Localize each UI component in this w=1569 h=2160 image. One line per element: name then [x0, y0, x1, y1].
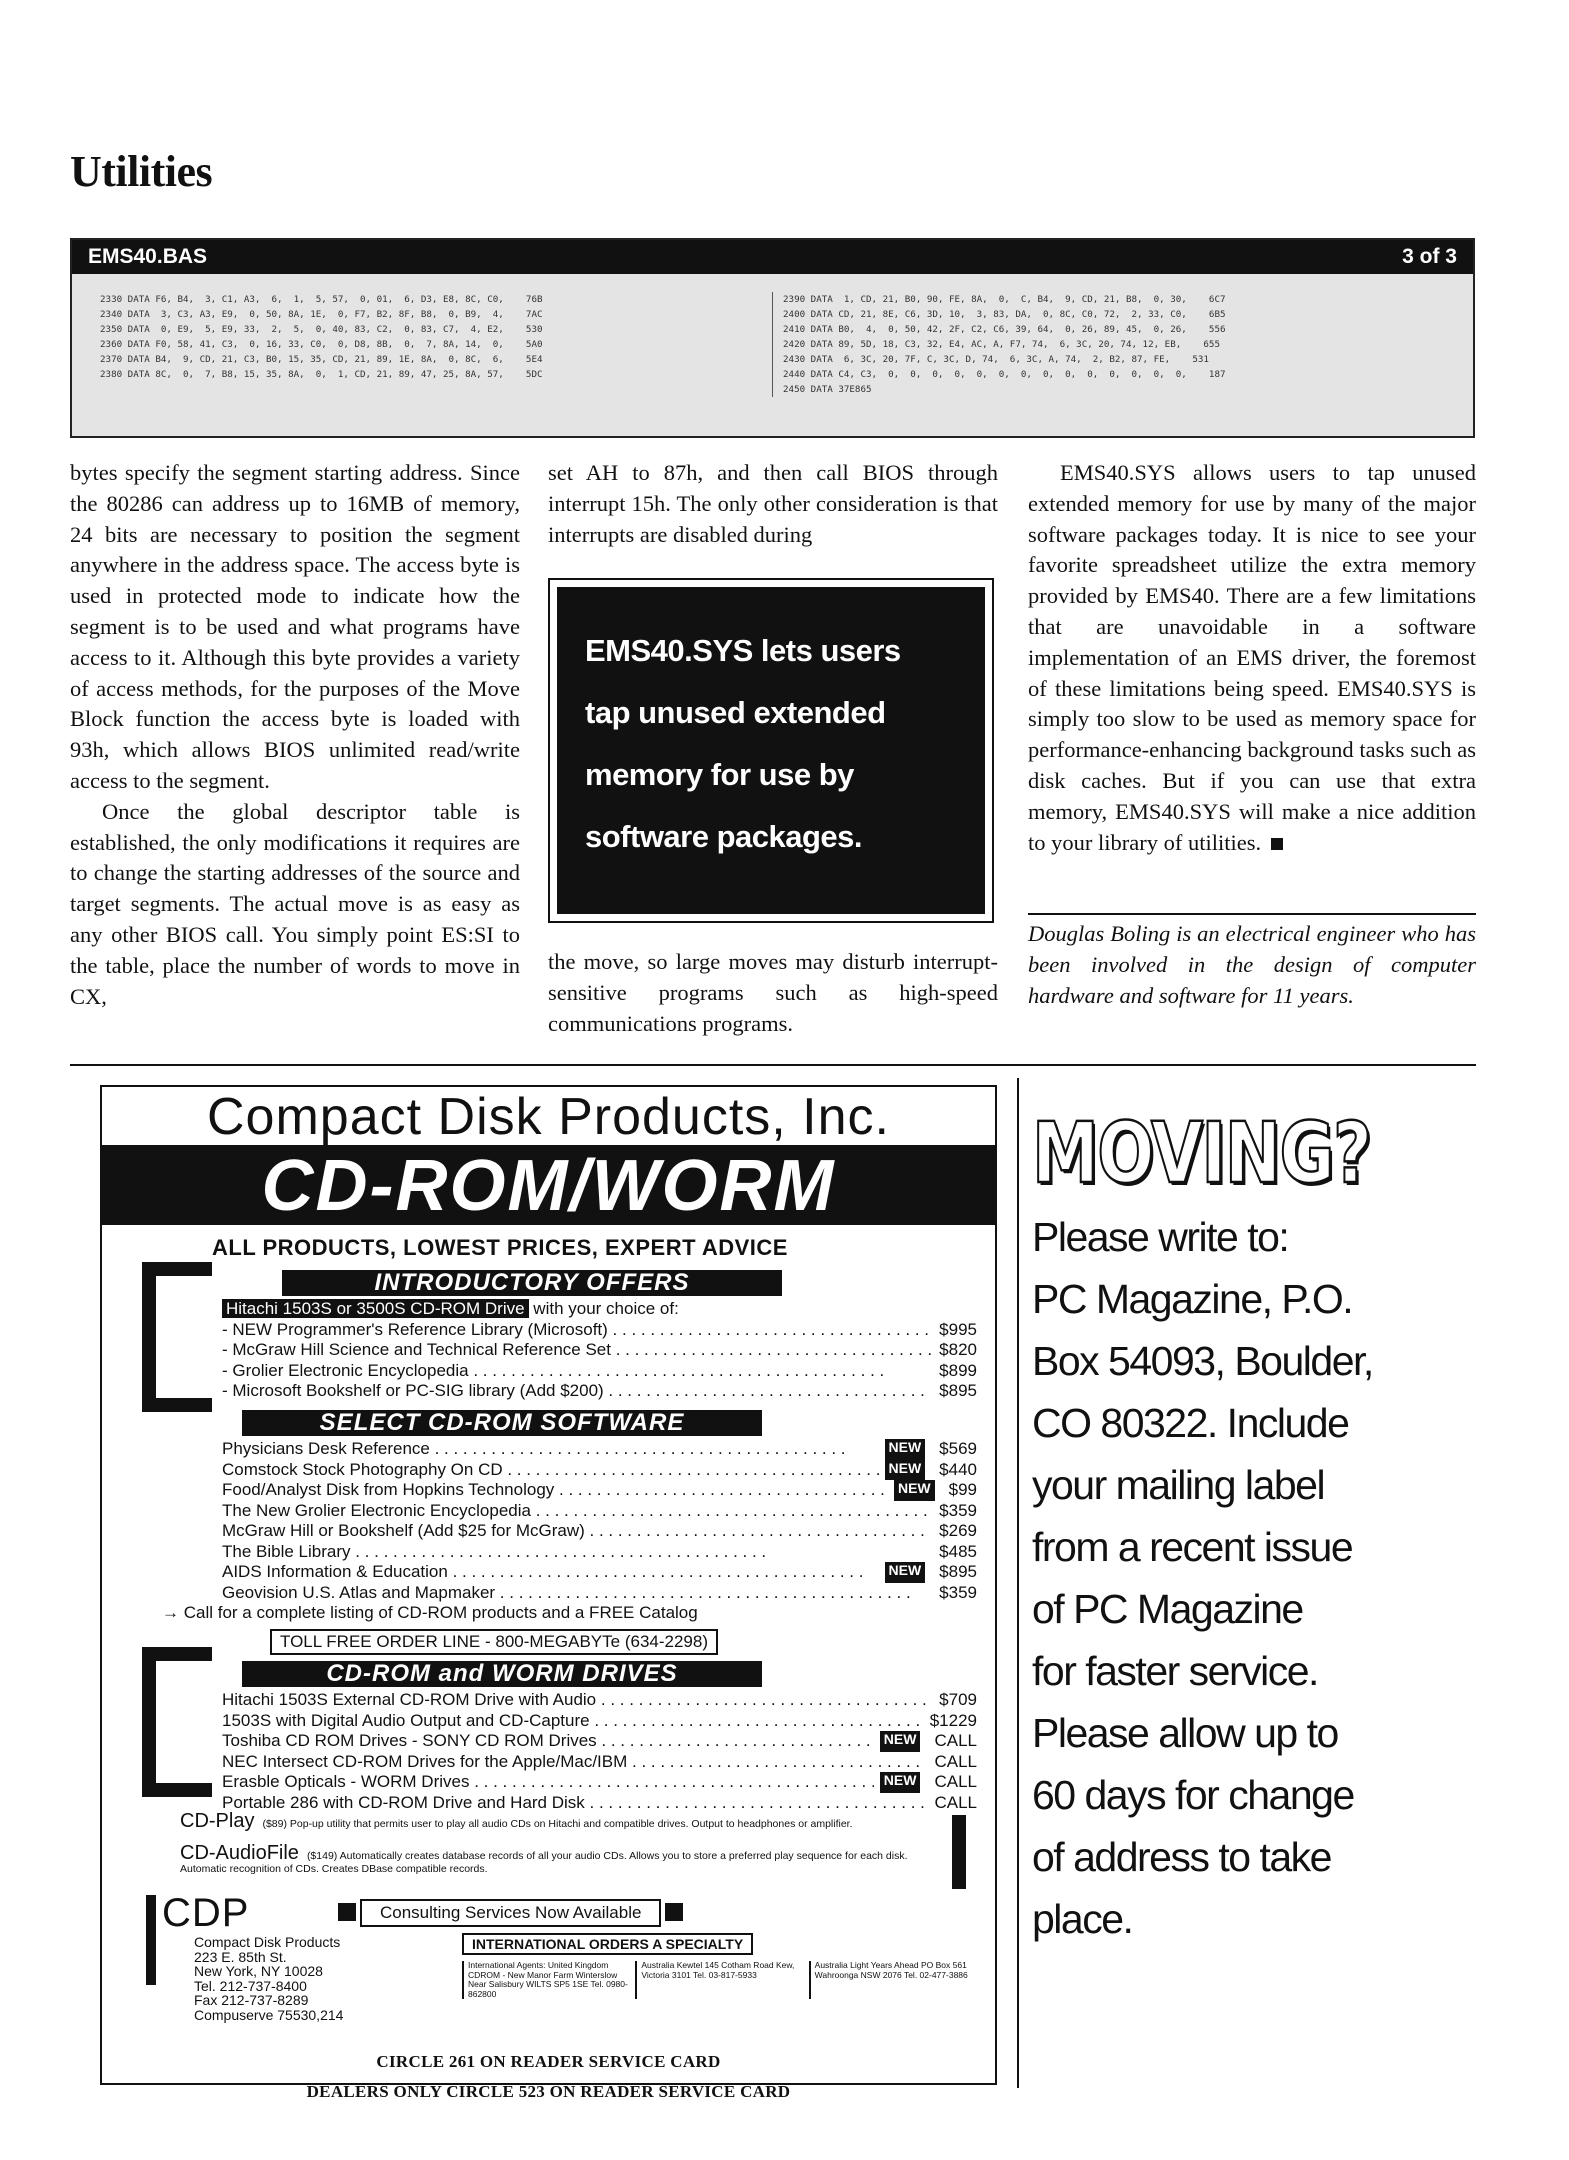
international-orders: INTERNATIONAL ORDERS A SPECIALTY — [462, 1933, 753, 1955]
cdp-company-name: Compact Disk Products, Inc. — [102, 1087, 995, 1147]
product-name: Hitachi 1503S External CD-ROM Drive with Audio . . . — [222, 1690, 931, 1711]
intro-offers-heading: INTRODUCTORY OFFERS — [282, 1270, 782, 1296]
listing-line: 2350 DATA 0, E9, 5, E9, 33, 2, 5, 0, 40, 83, C2, 0, 83, C7, 4, E2, 530 — [100, 324, 543, 335]
product-name: Portable 286 with CD-ROM Drive and Hard Disk . . . — [222, 1793, 926, 1814]
product-price: CALL — [926, 1752, 977, 1773]
listing-line: 2370 DATA B4, 9, CD, 21, C3, B0, 15, 35, CD, 21, 89, 1E, 8A, 0, 8C, 6, 5E4 — [100, 354, 543, 365]
product-price: $820 — [931, 1340, 977, 1361]
call-line-text: Call for a complete listing of CD-ROM products and a FREE Catalog — [183, 1603, 698, 1622]
cdp-address — [194, 1935, 343, 2022]
product-name: Erasble Opticals - WORM Drives . . . — [222, 1772, 874, 1793]
cdaudiofile-description: ($149) Automatically creates database records of all your audio CDs. Allows you to store a preferred play sequence for each disk. Automatic recognition of CDs. Creates DBase compatible records. — [180, 1850, 908, 1875]
address-line: 223 E. 85th St. — [194, 1948, 287, 1965]
pull-quote-line: memory for use by — [585, 757, 854, 792]
select-software-list — [222, 1439, 977, 1603]
product-row — [222, 1583, 977, 1604]
product-name: Geovision U.S. Atlas and Mapmaker . . . — [222, 1583, 931, 1604]
listing-line: 2390 DATA 1, CD, 21, B0, 90, FE, 8A, 0, C, B4, 9, CD, 21, B8, 0, 30, 6C7 — [783, 294, 1226, 305]
moving-line: Please write to: — [1032, 1214, 1289, 1260]
product-price: $895 — [931, 1381, 977, 1402]
section-divider — [70, 1064, 1476, 1066]
select-software-heading: SELECT CD-ROM SOFTWARE — [242, 1410, 762, 1436]
listing-left-column — [100, 292, 772, 397]
pull-quote-text — [557, 587, 985, 914]
product-name: The Bible Library . . . — [222, 1542, 931, 1563]
cdp-advertisement — [100, 1085, 997, 2085]
bracket-decoration — [142, 1262, 212, 1276]
bracket-decoration — [142, 1398, 212, 1412]
cdp-tagline: ALL PRODUCTS, LOWEST PRICES, EXPERT ADVICE — [212, 1235, 788, 1260]
cdplay-description: ($89) Pop-up utility that permits user to play all audio CDs on Hitachi and compatible drives. Output to headphones or amplifier. — [262, 1818, 853, 1830]
product-name: Comstock Stock Photography On CD . . . — [222, 1460, 879, 1481]
pull-quote — [548, 578, 994, 923]
new-badge: NEW — [885, 1460, 926, 1481]
agent-entry: Australia Light Years Ahead PO Box 561 Wahroonga NSW 2076 Tel. 02-477-3886 — [809, 1961, 982, 1999]
address-line: Fax 212-737-8289 — [194, 1992, 309, 2008]
intro-lead-line — [222, 1299, 977, 1320]
moving-title: MOVING? — [1032, 1104, 1371, 1202]
moving-line: PC Magazine, P.O. — [1032, 1276, 1353, 1322]
product-name: NEC Intersect CD-ROM Drives for the Apple/Mac/IBM . . . — [222, 1752, 926, 1773]
product-price: CALL — [926, 1793, 977, 1814]
cdplay-product — [180, 1810, 955, 1832]
article-column-2-bottom — [548, 947, 998, 1039]
address-line: New York, NY 10028 — [194, 1963, 323, 1979]
article-paragraph: bytes specify the segment starting address. Since the 80286 can address up to 16MB of memory, 24 bits are necessary to position the segment anywhere in the address space. The access byte is used in protected mode to indicate how the segment is to be used and what programs have access to it. Although this byte provides a variety of access methods, for the purposes of the Move Block function the access byte is loaded with 93h, which allows BIOS unlimited read/write access to the segment. — [70, 460, 520, 793]
product-row — [222, 1772, 977, 1793]
listing-line: 2410 DATA B0, 4, 0, 50, 42, 2F, C2, C6, 39, 64, 0, 26, 89, 45, 0, 26, 556 — [783, 324, 1226, 335]
moving-line: 60 days for change — [1032, 1772, 1354, 1818]
product-row — [222, 1460, 977, 1481]
drives-heading: CD-ROM and WORM DRIVES — [242, 1661, 762, 1687]
product-price: $995 — [931, 1320, 977, 1341]
bio-divider — [1028, 913, 1476, 915]
product-name: AIDS Information & Education . . . — [222, 1562, 879, 1583]
product-price: CALL — [926, 1731, 977, 1752]
product-name: The New Grolier Electronic Encyclopedia . . . — [222, 1501, 931, 1522]
moving-advertisement — [1032, 1104, 1482, 2008]
code-listing — [70, 238, 1475, 438]
article-paragraph: the move, so large moves may disturb interrupt-sensitive programs such as high-speed communications programs. — [548, 949, 998, 1036]
product-name: McGraw Hill or Bookshelf (Add $25 for McGraw) . . . — [222, 1521, 931, 1542]
product-price: $440 — [931, 1460, 977, 1481]
bracket-decoration — [142, 1262, 156, 1412]
listing-title-bar — [72, 240, 1473, 274]
listing-right-column — [772, 292, 1455, 397]
article-column-1 — [70, 458, 520, 1012]
product-price: $359 — [931, 1501, 977, 1522]
section-title: Utilities — [70, 147, 213, 196]
product-price: $269 — [931, 1521, 977, 1542]
moving-line: Box 54093, Boulder, — [1032, 1338, 1373, 1384]
bracket-decoration — [142, 1647, 212, 1661]
product-name: - McGraw Hill Science and Technical Reference Set . . . — [222, 1340, 931, 1361]
new-badge: NEW — [880, 1772, 921, 1793]
new-badge: NEW — [885, 1439, 926, 1460]
listing-line: 2360 DATA F0, 58, 41, C3, 0, 16, 33, C0, 0, D8, 8B, 0, 7, 8A, 14, 0, 5A0 — [100, 339, 543, 350]
bracket-decoration — [142, 1647, 156, 1797]
product-price: $99 — [941, 1480, 977, 1501]
product-row — [222, 1501, 977, 1522]
international-agents — [462, 1961, 982, 1999]
moving-line: of PC Magazine — [1032, 1586, 1303, 1632]
agent-entry: International Agents: United Kingdom CDROM - New Manor Farm Winterslow Near Salisbury WILTS SP5 1SE Tel. 0980-862800 — [462, 1961, 635, 1999]
cdaudiofile-product — [180, 1842, 955, 1876]
reader-service-line: CIRCLE 261 ON READER SERVICE CARD — [376, 2052, 721, 2071]
consulting-services: Consulting Services Now Available — [360, 1899, 661, 1927]
new-badge: NEW — [894, 1480, 935, 1501]
listing-line: 2340 DATA 3, C3, A3, E9, 0, 50, 8A, 1E, 0, F7, B2, 8F, B8, 0, B9, 4, 7AC — [100, 309, 543, 320]
pull-quote-line: EMS40.SYS lets users — [585, 633, 901, 668]
new-badge: NEW — [885, 1562, 926, 1583]
bracket-decoration — [952, 1815, 966, 1889]
listing-line: 2420 DATA 89, 5D, 18, C3, 32, E4, AC, A, F7, 74, 6, 3C, 20, 74, 12, EB, 655 — [783, 339, 1220, 350]
product-row — [222, 1690, 977, 1711]
drives-list — [222, 1690, 977, 1813]
product-row — [222, 1340, 977, 1361]
product-row — [222, 1542, 977, 1563]
cdp-banner: CD-ROM/WORM — [102, 1147, 995, 1225]
product-row — [222, 1320, 977, 1341]
pull-quote-line: software packages. — [585, 819, 863, 854]
product-price: $895 — [931, 1562, 977, 1583]
product-row — [222, 1521, 977, 1542]
bracket-decoration — [146, 1895, 156, 1985]
intro-lead-rest: with your choice of: — [528, 1299, 679, 1318]
product-name: 1503S with Digital Audio Output and CD-Capture . . . — [222, 1711, 922, 1732]
listing-line: 2380 DATA 8C, 0, 7, B8, 15, 35, 8A, 0, 1, CD, 21, 89, 47, 25, 8A, 57, 5DC — [100, 369, 543, 380]
moving-line: from a recent issue — [1032, 1524, 1353, 1570]
listing-line: 2430 DATA 6, 3C, 20, 7F, C, 3C, D, 74, 6, 3C, A, 74, 2, B2, 87, FE, 531 — [783, 354, 1209, 365]
moving-instructions — [1032, 1206, 1482, 1950]
product-name: - Microsoft Bookshelf or PC-SIG library (Add $200) . . . — [222, 1381, 931, 1402]
new-badge: NEW — [880, 1731, 921, 1752]
cdplay-name: CD-Play — [180, 1810, 255, 1832]
intro-offers-list — [222, 1299, 977, 1402]
listing-line: 2440 DATA C4, C3, 0, 0, 0, 0, 0, 0, 0, 0, 0, 0, 0, 0, 0, 0, 187 — [783, 369, 1226, 380]
moving-line: CO 80322. Include — [1032, 1400, 1349, 1446]
article-paragraph: Once the global descriptor table is established, the only modifications it requires are to change the starting addresses of the source and target segments. The actual move is as easy as any other BIOS call. You simply point ES:SI to the table, place the number of words to move in CX, — [70, 798, 520, 1009]
product-row — [222, 1361, 977, 1382]
cdp-logo: CDP — [162, 1891, 250, 1935]
moving-line: your mailing label — [1032, 1462, 1325, 1508]
listing-line: 2450 DATA 37E865 — [783, 384, 872, 395]
listing-line: 2330 DATA F6, B4, 3, C1, A3, 6, 1, 5, 57, 0, 01, 6, D3, E8, 8C, C0, 76B — [100, 294, 543, 305]
address-line: Tel. 212-737-8400 — [194, 1977, 307, 1994]
listing-line: 2400 DATA CD, 21, 8E, C6, 3D, 10, 3, 83, DA, 0, 8C, C0, 72, 2, 33, C0, 6B5 — [783, 309, 1226, 320]
product-name: - Grolier Electronic Encyclopedia . . . — [222, 1361, 931, 1382]
product-row — [222, 1711, 977, 1732]
moving-line: Please allow up to — [1032, 1710, 1338, 1756]
article-column-3 — [1028, 458, 1476, 858]
article-paragraph: EMS40.SYS allows users to tap unused extended memory for use by many of the major software packages today. It is nice to see your favorite spreadsheet utilize the extra memory provided by EMS40. There are a few limitations that are unavoidable in a software implementation of an EMS driver, the foremost of these limitations being speed. EMS40.SYS is simply too slow to be used as memory space for performance-enhancing background tasks such as disk caches. But if you can use that extra memory, EMS40.SYS will make a nice addition to your library of utilities. — [1028, 460, 1476, 855]
listing-page: 3 of 3 — [1402, 245, 1457, 268]
listing-title: EMS40.BAS — [88, 245, 208, 268]
product-price: $485 — [931, 1542, 977, 1563]
product-row — [222, 1752, 977, 1773]
address-line: Compuserve 75530,214 — [194, 2006, 344, 2023]
call-line: → Call for a complete listing of CD-ROM products and a FREE Catalog — [162, 1603, 698, 1622]
end-of-article-mark — [1271, 838, 1283, 850]
product-name: Physicians Desk Reference . . . — [222, 1439, 879, 1460]
product-name: - NEW Programmer's Reference Library (Microsoft) . . . — [222, 1320, 931, 1341]
moving-line: of address to take — [1032, 1834, 1331, 1880]
author-bio: Douglas Boling is an electrical engineer who has been involved in the design of computer hardware and software for 11 years. — [1028, 921, 1476, 1008]
toll-free-order-line: TOLL FREE ORDER LINE - 800-MEGABYTe (634-2298) — [270, 1629, 718, 1655]
product-row — [222, 1480, 977, 1501]
product-price: $899 — [931, 1361, 977, 1382]
product-price: $709 — [931, 1690, 977, 1711]
product-row — [222, 1731, 977, 1752]
agent-entry: Australia Kewtel 145 Cotham Road Kew, Victoria 3101 Tel. 03-817-5933 — [635, 1961, 808, 1999]
product-row — [222, 1381, 977, 1402]
bracket-decoration — [142, 1783, 212, 1797]
article-paragraph: set AH to 87h, and then call BIOS through interrupt 15h. The only other consideration is that interrupts are disabled during — [548, 460, 998, 547]
article-column-2-top — [548, 458, 998, 550]
product-price: $1229 — [922, 1711, 977, 1732]
intro-lead-highlight: Hitachi 1503S or 3500S CD-ROM Drive — [222, 1299, 529, 1318]
product-name: Toshiba CD ROM Drives - SONY CD ROM Drives . . . — [222, 1731, 874, 1752]
cdaudiofile-name: CD-AudioFile — [180, 1842, 299, 1864]
ad-divider — [1017, 1078, 1019, 2088]
moving-line: place. — [1032, 1896, 1133, 1942]
product-price: CALL — [926, 1772, 977, 1793]
dealers-service-line: DEALERS ONLY CIRCLE 523 ON READER SERVICE CARD — [306, 2082, 791, 2101]
product-row — [222, 1793, 977, 1814]
product-row — [222, 1439, 977, 1460]
moving-line: for faster service. — [1032, 1648, 1318, 1694]
pull-quote-line: tap unused extended — [585, 695, 886, 730]
product-price: $359 — [931, 1583, 977, 1604]
product-row — [222, 1562, 977, 1583]
product-price: $569 — [931, 1439, 977, 1460]
product-name: Food/Analyst Disk from Hopkins Technology . . . — [222, 1480, 888, 1501]
address-line: Compact Disk Products — [194, 1934, 341, 1950]
